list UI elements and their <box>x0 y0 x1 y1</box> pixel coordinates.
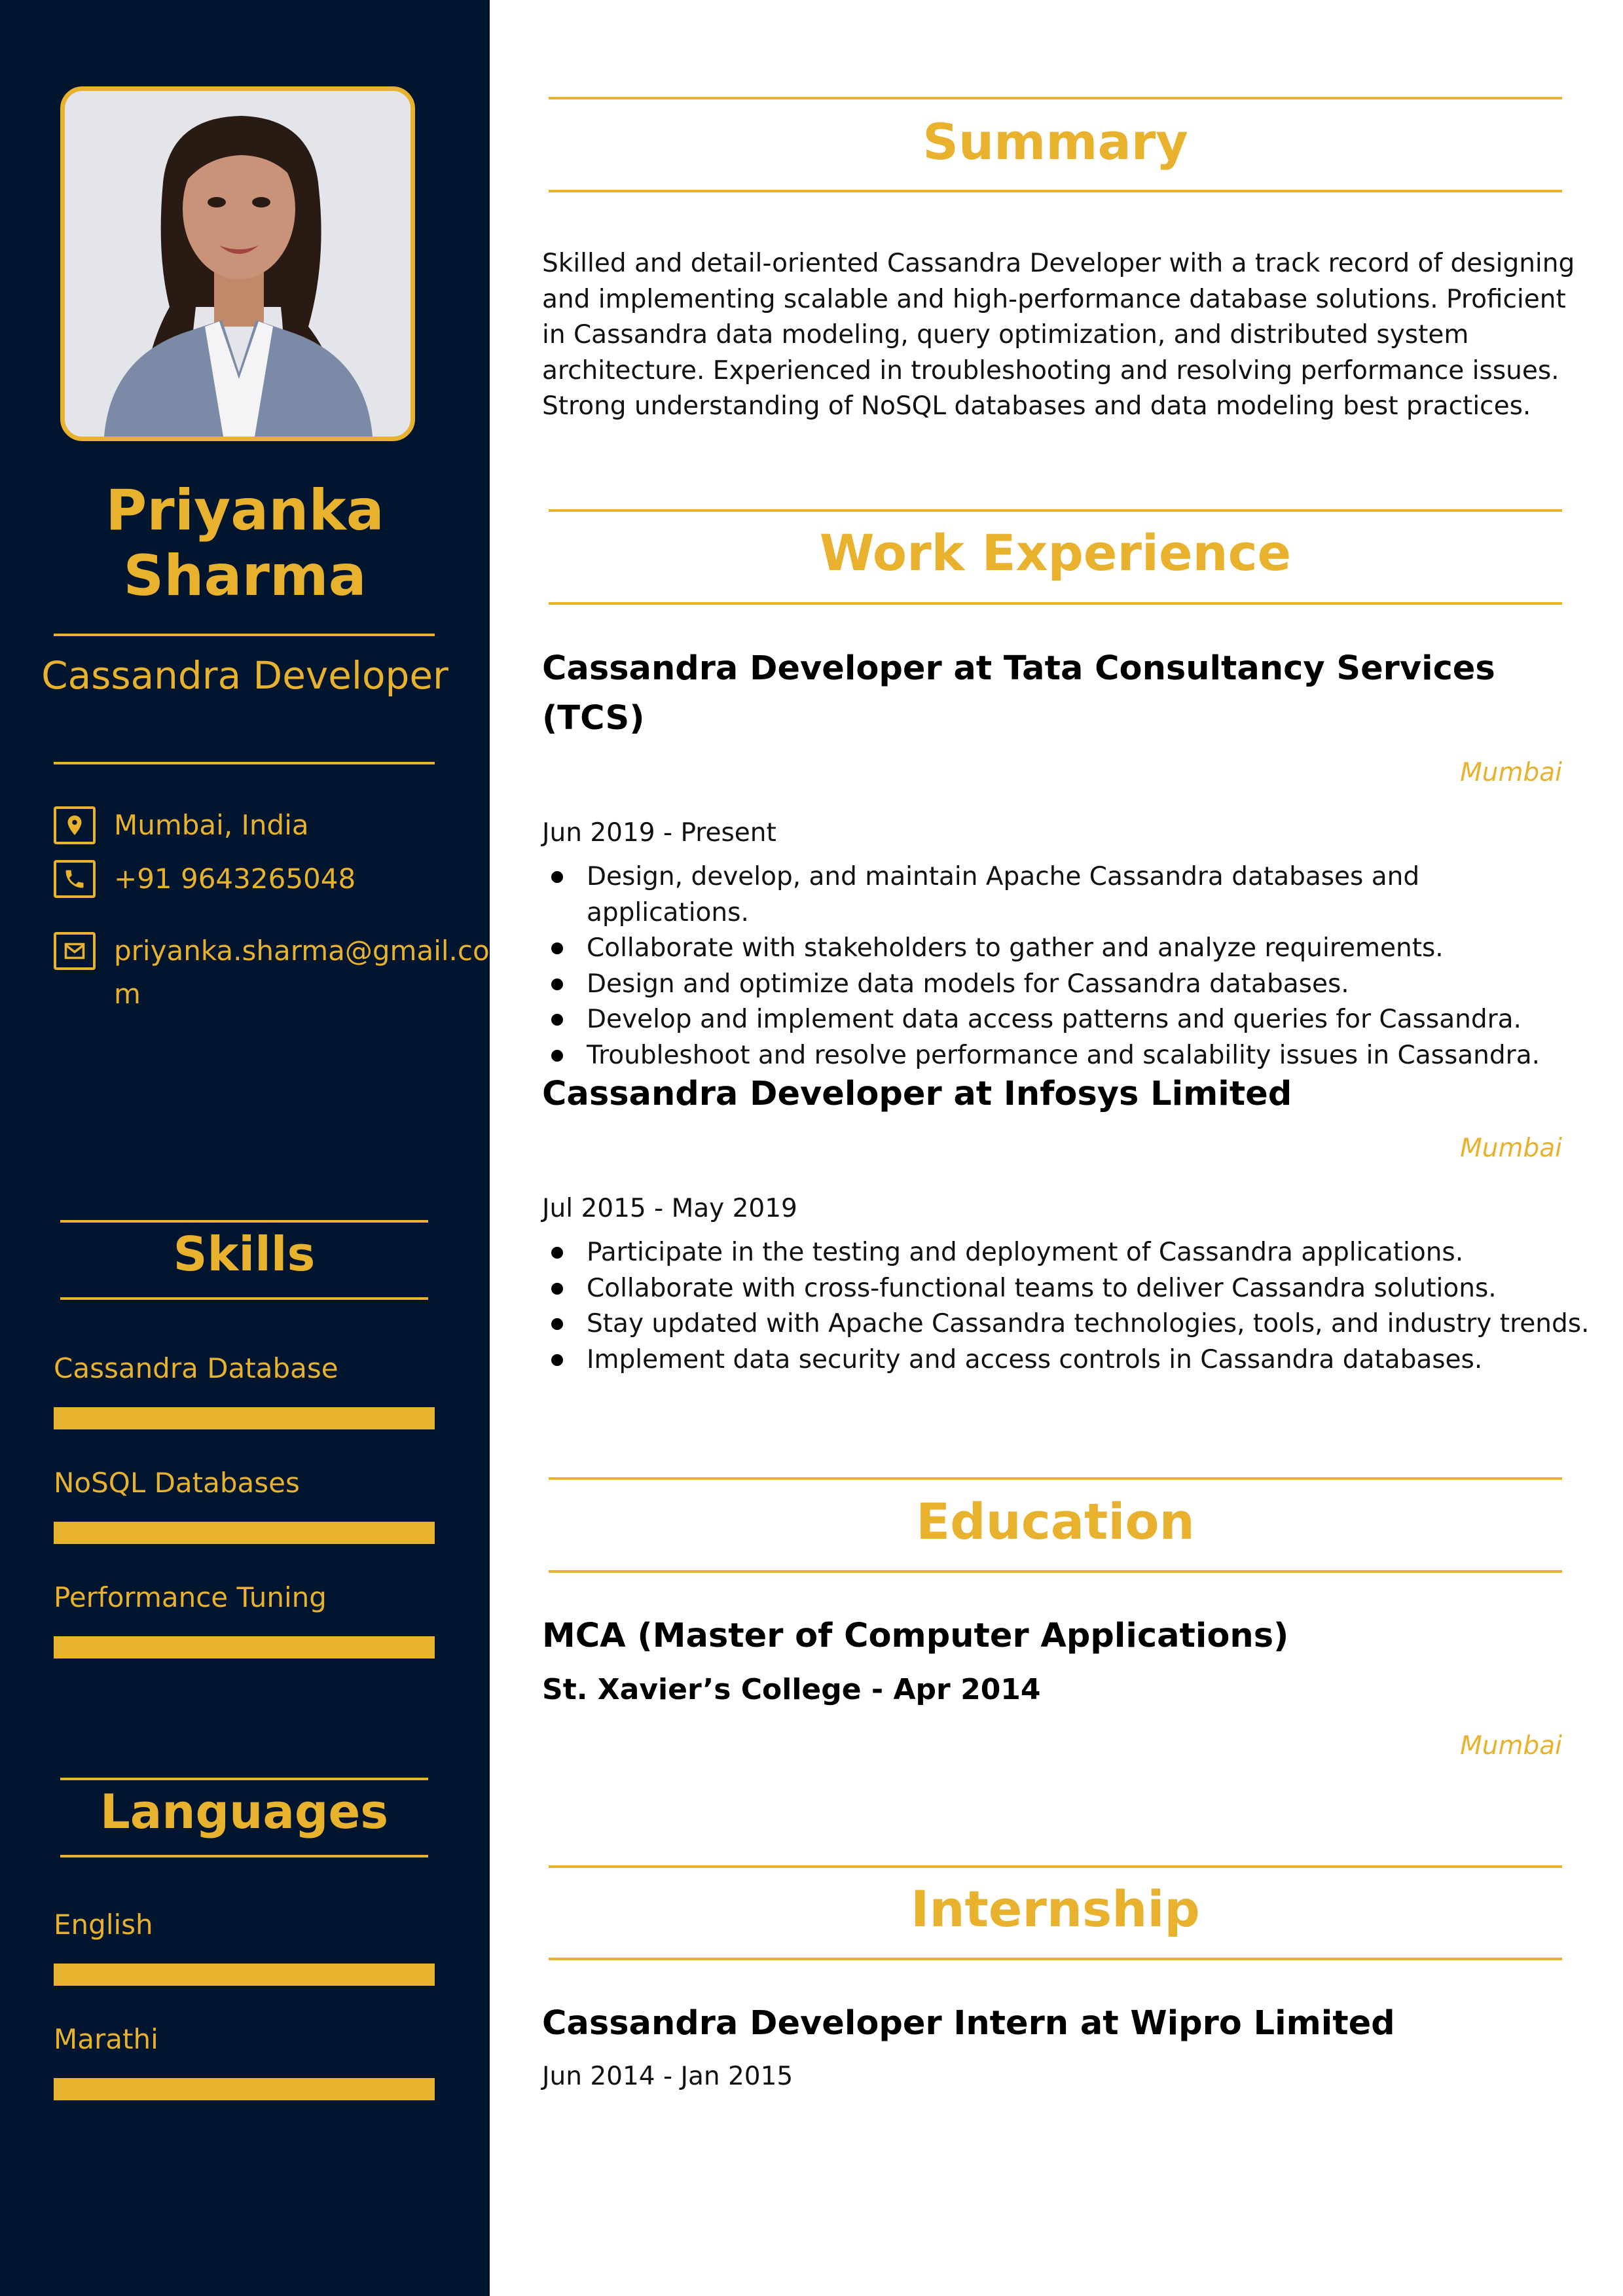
languages-divider-bottom <box>60 1855 428 1857</box>
experience-heading: Work Experience <box>819 524 1292 582</box>
name-divider-bottom <box>54 762 435 764</box>
skill-level-bar <box>54 1522 435 1544</box>
job-location: Mumbai <box>1460 758 1562 787</box>
bullet-text: Collaborate with stakeholders to gather and analyze requirements. <box>587 933 1444 963</box>
summary-text: Skilled and detail-oriented Cassandra Developer with a track record of designing and implementing scalable and high-performance database solutions. Proficient in Cassandra data modeling, query optimization, and distributed system architecture. Experienced in troubleshooting and resolving performance issues. Strong understanding of NoSQL databases and data modeling best practices. <box>542 249 1575 421</box>
job-location: Mumbai <box>1460 1134 1562 1163</box>
bullet-text: Implement data security and access controls in Cassandra databases. <box>587 1344 1483 1374</box>
internship-dates: Jun 2014 - Jan 2015 <box>542 2062 793 2091</box>
languages-divider-top <box>60 1778 428 1780</box>
full-name: Priyanka Sharma <box>105 478 384 609</box>
list-item <box>542 1002 1590 1038</box>
skill-label: Cassandra Database <box>54 1352 338 1384</box>
skill-label: Performance Tuning <box>54 1581 327 1613</box>
bullet-icon <box>551 1283 563 1295</box>
bullet-text: Design, develop, and maintain Apache Cassandra databases and applications. <box>587 862 1420 927</box>
bullet-icon <box>551 1247 563 1259</box>
internship-role: Cassandra Developer Intern at Wipro Limited <box>542 2004 1395 2043</box>
main-content <box>490 0 1623 2296</box>
bullet-icon <box>551 871 563 883</box>
skills-divider-bottom <box>60 1297 428 1300</box>
bullet-icon <box>551 1050 563 1062</box>
languages-heading: Languages <box>100 1784 389 1839</box>
phone-text: +91 9643265048 <box>114 863 356 895</box>
internship-heading: Internship <box>911 1880 1200 1938</box>
location-pin-icon <box>54 806 96 844</box>
phone-icon <box>54 860 96 898</box>
summary-divider-bottom <box>549 190 1562 192</box>
language-level-bar <box>54 1964 435 1986</box>
skill-level-bar <box>54 1407 435 1429</box>
profile-photo <box>60 86 415 441</box>
education-divider-top <box>549 1477 1562 1480</box>
list-item <box>542 1342 1590 1378</box>
list-item <box>542 1038 1590 1074</box>
job-bullets <box>542 859 1590 1073</box>
bullet-icon <box>551 942 563 954</box>
list-item <box>542 1306 1590 1342</box>
bullet-text: Participate in the testing and deployment of Cassandra applications. <box>587 1238 1464 1267</box>
education-heading: Education <box>916 1492 1195 1551</box>
bullet-icon <box>551 1014 563 1026</box>
name-divider-top <box>54 634 435 636</box>
email-text: priyanka.sharma@gmail.com <box>114 935 490 1010</box>
summary-heading: Summary <box>922 113 1188 171</box>
job-bullets <box>542 1235 1590 1378</box>
school: St. Xavier’s College - Apr 2014 <box>542 1673 1041 1706</box>
experience-divider-bottom <box>549 602 1562 605</box>
bullet-text: Collaborate with cross-functional teams to deliver Cassandra solutions. <box>587 1273 1497 1303</box>
bullet-text: Stay updated with Apache Cassandra technologies, tools, and industry trends. <box>587 1309 1590 1338</box>
skills-divider-top <box>60 1220 428 1223</box>
skills-heading: Skills <box>173 1227 316 1282</box>
bullet-icon <box>551 1354 563 1366</box>
bullet-icon <box>551 978 563 990</box>
location-text: Mumbai, India <box>114 809 309 841</box>
contact-phone <box>54 857 447 903</box>
degree: MCA (Master of Computer Applications) <box>542 1617 1289 1655</box>
bullet-text: Design and optimize data models for Cassandra databases. <box>587 969 1349 999</box>
job-dates: Jul 2015 - May 2019 <box>542 1194 797 1223</box>
list-item <box>542 931 1590 967</box>
list-item <box>542 1271 1590 1307</box>
experience-divider-top <box>549 509 1562 512</box>
job-role: Cassandra Developer at Tata Consultancy Services (TCS) <box>542 649 1495 738</box>
list-item <box>542 1235 1590 1271</box>
summary-divider-top <box>549 97 1562 99</box>
bullet-text: Develop and implement data access patterns and queries for Cassandra. <box>587 1005 1522 1034</box>
job-dates: Jun 2019 - Present <box>542 818 776 848</box>
language-label: Marathi <box>54 2023 158 2055</box>
skill-label: NoSQL Databases <box>54 1467 300 1499</box>
education-divider-bottom <box>549 1570 1562 1573</box>
job-title: Cassandra Developer <box>41 653 448 698</box>
internship-divider-top <box>549 1865 1562 1868</box>
list-item <box>542 967 1590 1003</box>
job-role: Cassandra Developer at Infosys Limited <box>542 1075 1292 1113</box>
bullet-icon <box>551 1318 563 1330</box>
contact-location <box>54 804 447 850</box>
bullet-text: Troubleshoot and resolve performance and scalability issues in Cassandra. <box>587 1040 1540 1070</box>
sidebar <box>0 0 490 2296</box>
internship-divider-bottom <box>549 1958 1562 1960</box>
language-label: English <box>54 1909 153 1941</box>
portrait-image <box>65 91 410 437</box>
education-location: Mumbai <box>1460 1731 1562 1761</box>
language-level-bar <box>54 2078 435 2100</box>
list-item <box>542 859 1590 931</box>
contact-email <box>54 929 490 1021</box>
envelope-icon <box>54 932 96 970</box>
skill-level-bar <box>54 1636 435 1659</box>
